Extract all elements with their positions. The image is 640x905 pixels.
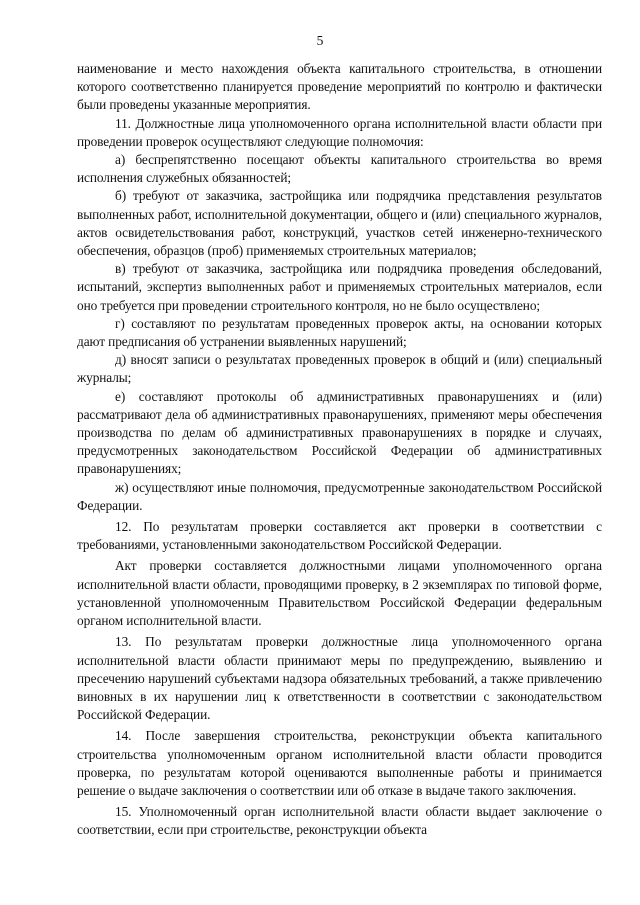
document-body <box>77 60 602 840</box>
paragraph-11-e: е) составляют протоколы об административных правонарушениях и (или) рассматривают дела об административных правонарушениях, применяют меры обеспечения производства по делам об административных правонарушениях в порядке и случаях, предусмотренных законодательством Российской Федерации об административных правонарушениях; <box>77 388 602 477</box>
page-number: 5 <box>316 33 324 48</box>
paragraph-11-d: д) вносят записи о результатах проведенных проверок в общий и (или) специальный журналы; <box>77 352 602 386</box>
paragraph-12: 12. По результатам проверки составляется акт проверки в соответствии с требованиями, установленными законодательством Российской Федерации. <box>77 519 602 553</box>
paragraph-11-g: г) составляют по результатам проведенных проверок акты, на основании которых дают предписания об устранении выявленных нарушений; <box>77 315 602 350</box>
paragraph-11-a: а) беспрепятственно посещают объекты капитального строительства во время исполнения служебных обязанностей; <box>77 152 602 186</box>
paragraph-11-zh: ж) осуществляют иные полномочия, предусмотренные законодательством Российской Федерации. <box>77 479 602 513</box>
paragraph-14: 14. После завершения строительства, реконструкции объекта капитального строительства уполномоченным органом исполнительной власти области проводится проверка, по результатам которой оцениваются выполненные работы и принимается решение о выдаче заключения о соответствии или об отказе в выдаче такого заключения. <box>77 728 602 798</box>
paragraph-12-act: Акт проверки составляется должностными лицами уполномоченного органа исполнительной власти области, проводящими проверку, в 2 экземплярах по типовой форме, установленной уполномоченным Правительством Российской Федерации федеральным органом исполнительной власти. <box>77 558 602 629</box>
paragraph-11-b: б) требуют от заказчика, застройщика или подрядчика представления результатов выполненных работ, исполнительной документации, общего и (или) специального журналов, актов освидетельствования работ, конструкций, участков сетей инженерно-технического обеспечения, образцов (проб) применяемых строительных материалов; <box>77 188 602 259</box>
paragraph-13: 13. По результатам проверки должностные лица уполномоченного органа исполнительной власти области принимают меры по предупреждению, выявлению и пресечению нарушений субъектами надзора обязательных требований, а также привлечению виновных в их нарушении лиц к ответственности в соответствии с законодательством Российской Федерации. <box>77 634 602 723</box>
paragraph-11-v: в) требуют от заказчика, застройщика или подрядчика проведения обследований, испытаний, экспертиз выполненных работ и применяемых строительных материалов, если оно требуется при проведении строительного контроля, но не было осуществлено; <box>77 261 602 313</box>
paragraph-continuation: наименование и место нахождения объекта капитального строительства, в отношении которого соответственно планируется проведение мероприятий по контролю и фактически были проведены указанные мероприятия. <box>77 61 602 113</box>
paragraph-15: 15. Уполномоченный орган исполнительной власти области выдает заключение о соответствии, если при строительстве, реконструкции объекта <box>77 804 602 838</box>
paragraph-11: 11. Должностные лица уполномоченного органа исполнительной власти области при проведении проверок осуществляют следующие полномочия: <box>77 115 602 149</box>
